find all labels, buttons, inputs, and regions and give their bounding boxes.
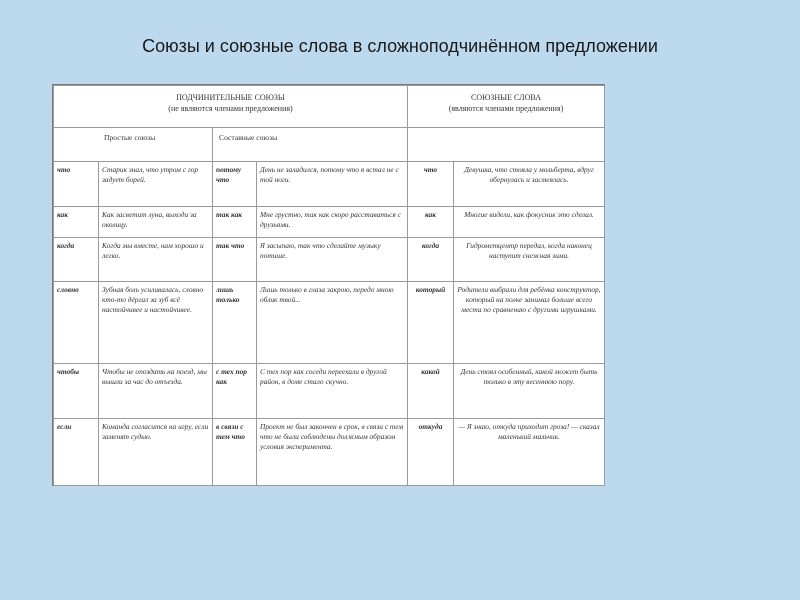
header-subordinating-title: ПОДЧИНИТЕЛЬНЫЕ СОЮЗЫ bbox=[176, 93, 285, 102]
compound-example: Лишь только в глаза закрою, передо мною облик твой... bbox=[257, 282, 408, 364]
table-row bbox=[54, 238, 605, 282]
simple-example: Когда мы вместе, нам хорошо и легко. bbox=[99, 238, 213, 282]
conjunctions-table bbox=[52, 84, 605, 486]
table-row bbox=[54, 207, 605, 238]
simple-word: что bbox=[54, 162, 99, 207]
compound-example: Проект не был закончен в срок, в связи с тем что не были соблюдены должным образом условия эксперимента. bbox=[257, 419, 408, 486]
simple-word: когда bbox=[54, 238, 99, 282]
allied-example: Гидрометцентр передал, когда наконец наступит снежная зима. bbox=[454, 238, 605, 282]
simple-word: чтобы bbox=[54, 364, 99, 419]
header-allied-title: СОЮЗНЫЕ СЛОВА bbox=[471, 93, 541, 102]
allied-example: День стоял особенный, какой может быть только в эту весеннюю пору. bbox=[454, 364, 605, 419]
allied-word: когда bbox=[408, 238, 454, 282]
allied-word: как bbox=[408, 207, 454, 238]
header-allied bbox=[408, 86, 605, 128]
compound-word: так как bbox=[213, 207, 257, 238]
simple-example: Старик знал, что утром с гор задует борей. bbox=[99, 162, 213, 207]
simple-word: словно bbox=[54, 282, 99, 364]
compound-example: С тех пор как соседи переехали в другой район, в доме стало скучно. bbox=[257, 364, 408, 419]
allied-word: откуда bbox=[408, 419, 454, 486]
header-allied-spacer bbox=[408, 128, 605, 162]
allied-word: который bbox=[408, 282, 454, 364]
compound-example: День не заладился, потому что я встал не с той ноги. bbox=[257, 162, 408, 207]
simple-example: Как засветит луна, выходи за околицу. bbox=[99, 207, 213, 238]
allied-example: Родители выбрали для ребёнка конструктор, который на полке занимал больше всего места по сравнению с другими игрушками. bbox=[454, 282, 605, 364]
compound-example: Мне грустно, так как скоро расставаться с друзьями. bbox=[257, 207, 408, 238]
table-row bbox=[54, 364, 605, 419]
table-row bbox=[54, 282, 605, 364]
allied-word: что bbox=[408, 162, 454, 207]
compound-word: с тех пор как bbox=[213, 364, 257, 419]
allied-word: какой bbox=[408, 364, 454, 419]
simple-example: Чтобы не опоздать на поезд, мы вышли за час до отъезда. bbox=[99, 364, 213, 419]
table-row bbox=[54, 419, 605, 486]
allied-example: — Я знаю, откуда приходит гроза! — сказал маленький мальчик. bbox=[454, 419, 605, 486]
header-subordinating bbox=[54, 86, 408, 128]
header-compound: Составные союзы bbox=[213, 128, 408, 162]
table-row bbox=[54, 162, 605, 207]
compound-word: лишь только bbox=[213, 282, 257, 364]
allied-example: Многие видели, как фокусник это сделал. bbox=[454, 207, 605, 238]
compound-example: Я засыпаю, так что сделайте музыку потише. bbox=[257, 238, 408, 282]
simple-word: если bbox=[54, 419, 99, 486]
simple-example: Команда согласится на игру, если заменят судью. bbox=[99, 419, 213, 486]
page-title: Союзы и союзные слова в сложноподчинённом предложении bbox=[142, 36, 658, 56]
compound-word: потому что bbox=[213, 162, 257, 207]
header-subordinating-note: (не являются членами предложения) bbox=[168, 103, 293, 113]
simple-word: как bbox=[54, 207, 99, 238]
allied-example: Девушка, что стояла у мольберта, вдруг обернулась и засмеялась. bbox=[454, 162, 605, 207]
simple-example: Зубная боль усиливалась, словно кто-то дёргал за зуб всё настойчивее и настойчивее. bbox=[99, 282, 213, 364]
header-allied-note: (являются членами предложения) bbox=[448, 103, 564, 113]
header-simple: Простые союзы bbox=[54, 128, 213, 162]
compound-word: так что bbox=[213, 238, 257, 282]
compound-word: в связи с тем что bbox=[213, 419, 257, 486]
